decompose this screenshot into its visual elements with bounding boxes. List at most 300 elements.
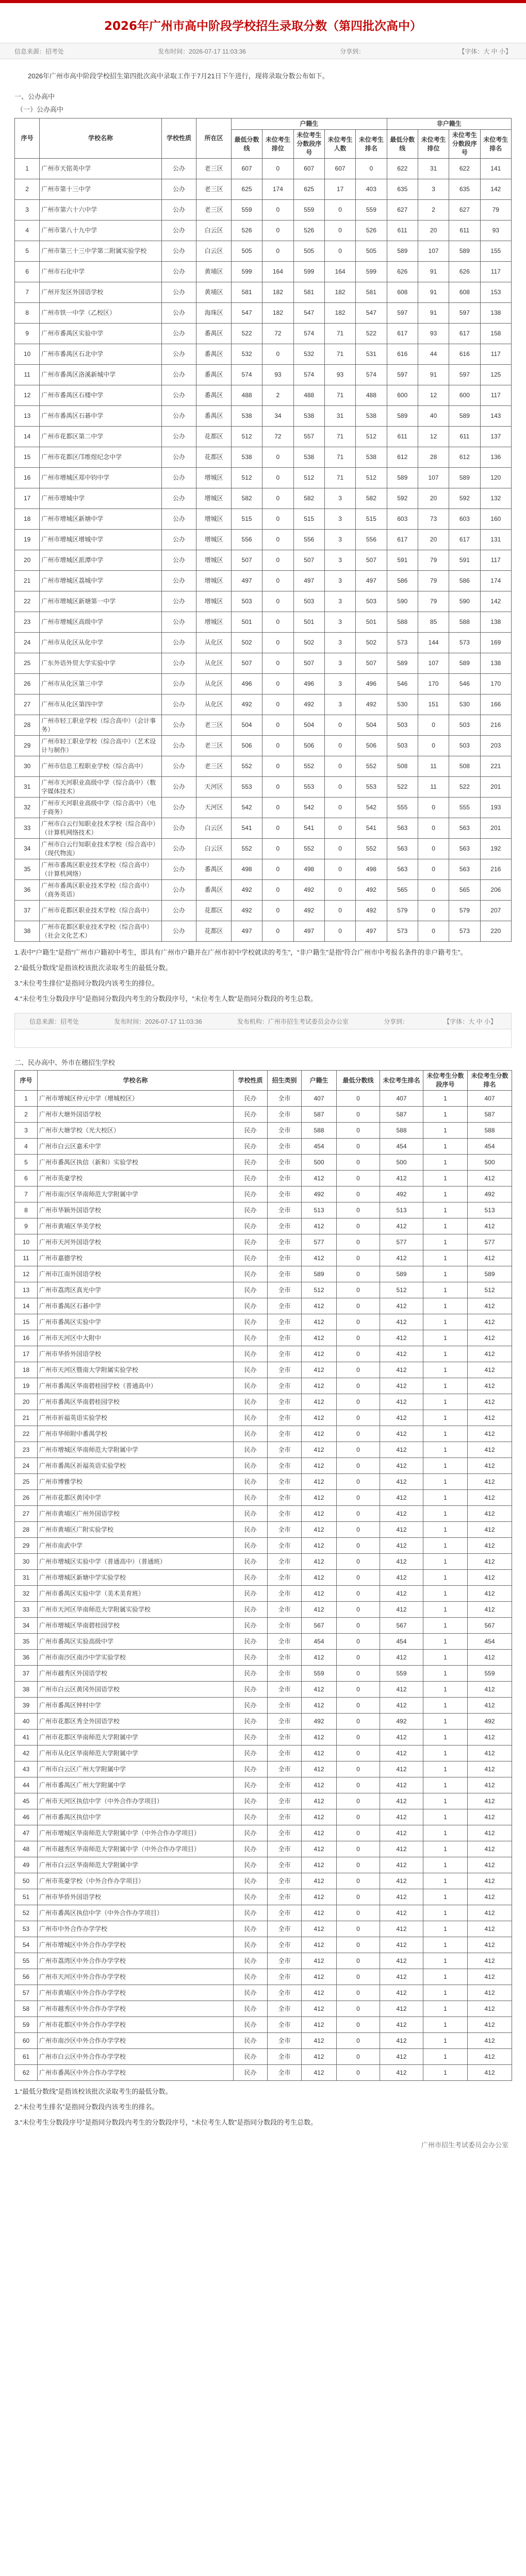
table-cell: 全市 [268, 1985, 302, 2001]
table-cell: 513 [380, 1202, 423, 1218]
table-cell: 广州市花都区第二中学 [40, 427, 162, 447]
table-cell: 全市 [268, 1330, 302, 1346]
table-cell: 0 [337, 2049, 380, 2065]
table-cell: 611 [449, 221, 480, 241]
table-cell: 93 [324, 365, 355, 385]
table-cell: 1 [423, 1777, 468, 1793]
table-cell: 广州市天河职业高级中学（综合高中）（数字媒体技术） [40, 777, 162, 798]
table-cell: 1 [423, 1250, 468, 1266]
table-cell: 412 [380, 1809, 423, 1825]
table-cell: 412 [468, 1474, 512, 1490]
table-cell: 412 [380, 1969, 423, 1985]
table-cell: 507 [231, 653, 262, 674]
table-cell: 全市 [268, 2065, 302, 2081]
table-cell: 412 [302, 1650, 337, 1666]
table-cell: 广州市白云区黄冈外国语学校 [38, 1682, 234, 1698]
table-cell: 412 [468, 1378, 512, 1394]
table-cell: 全市 [268, 2001, 302, 2017]
table-cell: 1 [423, 1171, 468, 1187]
table-cell: 0 [337, 1346, 380, 1362]
table-cell: 597 [387, 365, 418, 385]
table-cell: 512 [356, 427, 387, 447]
table-cell: 0 [337, 1905, 380, 1921]
table-cell: 611 [387, 221, 418, 241]
table-cell: 526 [231, 221, 262, 241]
table-cell: 0 [324, 715, 355, 736]
table-cell: 8 [15, 1202, 38, 1218]
table-cell: 0 [337, 1793, 380, 1809]
table-row [15, 880, 512, 901]
table-cell: 6 [15, 262, 40, 282]
table-cell: 0 [418, 736, 449, 756]
table-cell: 全市 [268, 1698, 302, 1714]
table-cell: 412 [302, 1889, 337, 1905]
table-cell: 117 [480, 344, 511, 365]
table-cell: 1 [423, 1234, 468, 1250]
table-cell: 民办 [234, 1346, 268, 1362]
table-row [15, 1171, 512, 1187]
table-cell: 500 [380, 1155, 423, 1171]
table-row [15, 1218, 512, 1234]
table-cell: 412 [380, 1314, 423, 1330]
table-cell: 广州市轻工职业学校（综合高中）（会计事务） [40, 715, 162, 736]
table-cell: 492 [356, 694, 387, 715]
table-cell: 617 [387, 324, 418, 344]
table-cell: 天河区 [196, 798, 232, 818]
table-cell: 93 [418, 324, 449, 344]
table-cell: 民办 [234, 1187, 268, 1202]
table-cell: 9 [15, 1218, 38, 1234]
table-cell: 公办 [161, 715, 196, 736]
table-cell: 412 [380, 1554, 423, 1570]
table-cell: 79 [480, 200, 511, 221]
table-cell: 0 [262, 798, 293, 818]
table-cell: 3 [324, 674, 355, 694]
table-cell: 13 [15, 406, 40, 427]
table-cell: 民办 [234, 1745, 268, 1761]
table-cell: 广州市增城区新塘中学 [40, 509, 162, 530]
table-cell: 589 [387, 241, 418, 262]
share-label[interactable]: 分享到： [340, 47, 365, 55]
table-cell: 增城区 [196, 571, 232, 591]
table-cell: 412 [380, 1602, 423, 1618]
table-cell: 412 [380, 1410, 423, 1426]
table-cell: 600 [449, 385, 480, 406]
table-cell: 573 [387, 633, 418, 653]
table-cell: 504 [231, 715, 262, 736]
table-cell: 552 [293, 839, 324, 859]
table-cell: 天河区 [196, 777, 232, 798]
table-cell: 民办 [234, 2017, 268, 2033]
table-cell: 142 [480, 179, 511, 200]
table-cell: 34 [15, 1618, 38, 1634]
col-header-district: 所在区 [196, 118, 232, 159]
table-cell: 从化区 [196, 633, 232, 653]
table-cell: 412 [468, 2001, 512, 2017]
table-cell: 412 [380, 1458, 423, 1474]
table-cell: 民办 [234, 1538, 268, 1554]
table-cell: 201 [480, 818, 511, 839]
table-cell: 广州市增城区仲元中学（增城校区） [38, 1091, 234, 1107]
table-cell: 广州市荔湾区中外合作办学学校 [38, 1953, 234, 1969]
table-cell: 0 [324, 921, 355, 942]
table-cell: 33 [15, 1602, 38, 1618]
table-cell: 412 [302, 1969, 337, 1985]
table-cell: 民办 [234, 1474, 268, 1490]
note-item: 1.表中“户籍生”是指“广州市户籍初中考生，即具有广州市户籍并在广州市初中学校就读的考生”，“非户籍生”是指“符合广州市中考报名条件的非户籍考生”。 [14, 948, 467, 956]
table-cell: 412 [302, 1857, 337, 1873]
table-cell: 136 [480, 447, 511, 468]
table-cell: 28 [418, 447, 449, 468]
table-cell: 617 [387, 530, 418, 550]
table-cell: 1 [423, 1378, 468, 1394]
table-cell: 412 [468, 1873, 512, 1889]
table-cell: 1 [423, 1682, 468, 1698]
table-cell: 412 [302, 1442, 337, 1458]
table-cell: 496 [293, 674, 324, 694]
table-cell: 1 [423, 1554, 468, 1570]
table-cell: 全市 [268, 2033, 302, 2049]
table-cell: 0 [337, 1634, 380, 1650]
repeat-share-label[interactable]: 分享到： [384, 1018, 409, 1025]
table-cell: 547 [293, 303, 324, 324]
table-cell: 412 [468, 1298, 512, 1314]
table-cell: 白云区 [196, 839, 232, 859]
table-cell: 547 [356, 303, 387, 324]
table-cell: 广州市番禺区实验中学（美术美育班） [38, 1586, 234, 1602]
table-cell: 公办 [161, 653, 196, 674]
table-cell: 412 [468, 1522, 512, 1538]
table-cell: 587 [380, 1107, 423, 1123]
table-row [15, 1234, 512, 1250]
table-cell: 广州市番禺区石楼中学 [40, 385, 162, 406]
table-cell: 民办 [234, 1282, 268, 1298]
table-cell: 增城区 [196, 550, 232, 571]
repeat-org-label: 发布机构：广州市招生考试委员会办公室 [237, 1018, 349, 1025]
table-cell: 412 [468, 1825, 512, 1841]
table-cell: 39 [15, 1698, 38, 1714]
table-cell: 黄埔区 [196, 262, 232, 282]
table-cell: 0 [324, 880, 355, 901]
table-cell: 老三区 [196, 159, 232, 179]
table-row [15, 921, 512, 942]
table-cell: 91 [418, 262, 449, 282]
note-item: 3.“未位考生排位”是指同分数段内该考生的排位。 [14, 979, 159, 987]
table-cell: 42 [15, 1745, 38, 1761]
table-cell: 全市 [268, 1474, 302, 1490]
table-cell: 505 [356, 241, 387, 262]
table-cell: 1 [423, 1889, 468, 1905]
table-cell: 0 [262, 344, 293, 365]
table-cell: 广州市黄埔区广州外国语学校 [38, 1506, 234, 1522]
table-cell: 全市 [268, 1682, 302, 1698]
table-cell: 412 [468, 1570, 512, 1586]
table-cell: 492 [356, 880, 387, 901]
table-cell: 454 [380, 1634, 423, 1650]
note-item: 1.“最低分数线”是指该校该批次录取考生的最低分数。 [14, 2088, 172, 2095]
table-row [15, 1378, 512, 1394]
table-cell: 0 [337, 1490, 380, 1506]
table-cell: 44 [15, 1777, 38, 1793]
table-cell: 608 [387, 282, 418, 303]
table-cell: 412 [468, 1745, 512, 1761]
table-cell: 花都区 [196, 447, 232, 468]
table-cell: 492 [293, 694, 324, 715]
table-cell: 547 [231, 303, 262, 324]
table-cell: 1 [423, 1745, 468, 1761]
table-cell: 91 [418, 365, 449, 385]
table-cell: 公办 [161, 859, 196, 880]
table-cell: 全市 [268, 1394, 302, 1410]
table-row [15, 1698, 512, 1714]
col-header-avg: 未位考生排位 [262, 130, 293, 159]
table-cell: 412 [302, 1586, 337, 1602]
table-cell: 579 [449, 901, 480, 921]
table-cell: 民办 [234, 2049, 268, 2065]
table-cell: 7 [15, 1187, 38, 1202]
table-cell: 117 [480, 262, 511, 282]
table-cell: 555 [387, 798, 418, 818]
table-cell: 22 [15, 1426, 38, 1442]
table-cell: 全市 [268, 1202, 302, 1218]
table-cell: 0 [337, 1825, 380, 1841]
table-cell: 492 [380, 1714, 423, 1730]
table-cell: 497 [231, 571, 262, 591]
table-cell: 27 [15, 694, 40, 715]
table-cell: 412 [468, 2017, 512, 2033]
table-cell: 412 [468, 1985, 512, 2001]
table-cell: 0 [337, 1314, 380, 1330]
table-cell: 151 [418, 694, 449, 715]
table-cell: 72 [262, 427, 293, 447]
table-cell: 506 [293, 736, 324, 756]
table-cell: 497 [356, 921, 387, 942]
table-cell: 500 [468, 1155, 512, 1171]
table-cell: 498 [356, 859, 387, 880]
table-cell: 1 [423, 1953, 468, 1969]
note-item: 2.“未位考生排名”是指同分数段内该考生的排名。 [14, 2103, 159, 2111]
table-cell: 170 [480, 674, 511, 694]
table-cell: 412 [302, 2065, 337, 2081]
table-cell: 1 [423, 1841, 468, 1857]
table-cell: 526 [293, 221, 324, 241]
table-cell: 599 [356, 262, 387, 282]
table-cell: 0 [337, 1187, 380, 1202]
col-header-cnt: 未位考生人数 [324, 130, 355, 159]
table-cell: 12 [418, 385, 449, 406]
table-cell: 番禺区 [196, 859, 232, 880]
table-cell: 174 [262, 179, 293, 200]
table-cell: 0 [337, 1394, 380, 1410]
table-cell: 全市 [268, 2049, 302, 2065]
table-cell: 412 [468, 1793, 512, 1809]
table-cell: 0 [262, 571, 293, 591]
table-cell: 412 [468, 1586, 512, 1602]
table-cell: 37 [15, 901, 40, 921]
table-cell: 597 [449, 365, 480, 385]
table-cell: 1 [15, 1091, 38, 1107]
table-cell: 30 [15, 756, 40, 777]
table-cell: 412 [302, 1777, 337, 1793]
table-cell: 民办 [234, 1490, 268, 1506]
table-cell: 412 [302, 1346, 337, 1362]
table-cell: 民办 [234, 1314, 268, 1330]
table-row [15, 653, 512, 674]
table-cell: 32 [15, 798, 40, 818]
table-cell: 3 [324, 591, 355, 612]
table-cell: 民办 [234, 1394, 268, 1410]
table-cell: 番禺区 [196, 344, 232, 365]
table-row [15, 303, 512, 324]
table-cell: 412 [302, 1362, 337, 1378]
table-row [15, 1586, 512, 1602]
table-cell: 412 [302, 1937, 337, 1953]
table-cell: 588 [468, 1123, 512, 1139]
table-cell: 507 [356, 653, 387, 674]
table-cell: 广州市天河外国语学校 [38, 1234, 234, 1250]
table-cell: 17 [15, 488, 40, 509]
table-cell: 591 [449, 550, 480, 571]
table-cell: 182 [262, 282, 293, 303]
table-cell: 广州市荔湾区真光中学 [38, 1282, 234, 1298]
repeat-font-size-control[interactable]: 【字体：大 中 小】 [443, 1018, 497, 1025]
table-cell: 公办 [161, 921, 196, 942]
table-cell: 民办 [234, 1426, 268, 1442]
table-cell: 454 [302, 1139, 337, 1155]
table-cell: 15 [15, 447, 40, 468]
table-cell: 586 [449, 571, 480, 591]
table-row [15, 447, 512, 468]
table-cell: 412 [302, 1171, 337, 1187]
table-cell: 全市 [268, 1218, 302, 1234]
font-size-control[interactable]: 【字体：大 中 小】 [458, 47, 512, 55]
table-cell: 全市 [268, 1666, 302, 1682]
table-cell: 586 [387, 571, 418, 591]
table-row [15, 2065, 512, 2081]
repeat-publish-date: 发布时间：2026-07-17 11:03:36 [114, 1018, 202, 1025]
table-cell: 612 [449, 447, 480, 468]
table-cell: 603 [387, 509, 418, 530]
table-cell: 0 [262, 756, 293, 777]
table-cell: 512 [356, 468, 387, 488]
table-cell: 0 [262, 736, 293, 756]
table-cell: 19 [15, 530, 40, 550]
table-cell: 0 [262, 633, 293, 653]
table-cell: 公办 [161, 798, 196, 818]
table-cell: 22 [15, 591, 40, 612]
table-cell: 0 [418, 798, 449, 818]
table-cell: 492 [293, 880, 324, 901]
table-cell: 589 [449, 406, 480, 427]
section-heading-public: 一、公办高中 [14, 93, 55, 100]
table-cell: 635 [387, 179, 418, 200]
table-cell: 0 [337, 1458, 380, 1474]
table-cell: 全市 [268, 1410, 302, 1426]
table-row [15, 859, 512, 880]
table-cell: 93 [480, 221, 511, 241]
table-cell: 412 [468, 1458, 512, 1474]
table-cell: 216 [480, 859, 511, 880]
table-cell: 广州市花都区中外合作办学学校 [38, 2017, 234, 2033]
table-cell: 广州市黄埔区广附实验学校 [38, 1522, 234, 1538]
table-cell: 0 [337, 1506, 380, 1522]
table-cell: 574 [293, 324, 324, 344]
table-cell: 0 [337, 1474, 380, 1490]
table-cell: 412 [302, 1506, 337, 1522]
table-cell: 0 [324, 200, 355, 221]
table-cell: 1 [423, 1107, 468, 1123]
table-cell: 502 [231, 633, 262, 653]
table-cell: 公办 [161, 756, 196, 777]
table-cell: 52 [15, 1905, 38, 1921]
table-row [15, 1202, 512, 1218]
table-row [15, 1618, 512, 1634]
table-cell: 73 [418, 509, 449, 530]
table-cell: 0 [324, 221, 355, 241]
table-cell: 0 [337, 1250, 380, 1266]
table-cell: 广州市天河区中大附中 [38, 1330, 234, 1346]
table-cell: 492 [380, 1187, 423, 1202]
table-cell: 412 [468, 1969, 512, 1985]
table-cell: 广州市轻工职业学校（综合高中）（艺术设计与制作） [40, 736, 162, 756]
table-cell: 412 [302, 1745, 337, 1761]
table-cell: 全市 [268, 1761, 302, 1777]
table-cell: 412 [468, 1730, 512, 1745]
table-cell: 民办 [234, 1139, 268, 1155]
table-cell: 增城区 [196, 509, 232, 530]
table-cell: 492 [231, 901, 262, 921]
article-meta-bar [0, 43, 526, 59]
table-cell: 公办 [161, 344, 196, 365]
table-cell: 57 [15, 1985, 38, 2001]
table-row [15, 200, 512, 221]
table-cell: 515 [293, 509, 324, 530]
repeat-source-label: 信息来源：招考处 [29, 1018, 79, 1025]
table-cell: 全市 [268, 1346, 302, 1362]
table-cell: 海珠区 [196, 303, 232, 324]
table-row [15, 1346, 512, 1362]
table-cell: 412 [380, 1394, 423, 1410]
table-row [15, 159, 512, 179]
table-cell: 577 [302, 1234, 337, 1250]
table-cell: 1 [423, 1394, 468, 1410]
table-cell: 公办 [161, 612, 196, 633]
table-cell: 民办 [234, 1107, 268, 1123]
table-cell: 广州市江南外国语学校 [38, 1266, 234, 1282]
table-cell: 0 [337, 1682, 380, 1698]
table-cell: 民办 [234, 1362, 268, 1378]
table-cell: 广州市华侨外国语学校 [38, 1889, 234, 1905]
table-cell: 603 [449, 509, 480, 530]
table-cell: 全市 [268, 1570, 302, 1586]
table-cell: 1 [423, 1730, 468, 1745]
table-cell: 71 [324, 468, 355, 488]
table-cell: 573 [449, 633, 480, 653]
table-cell: 508 [387, 756, 418, 777]
table-cell: 民办 [234, 1554, 268, 1570]
table-cell: 公办 [161, 159, 196, 179]
table-cell: 0 [324, 241, 355, 262]
table-cell: 0 [324, 901, 355, 921]
table-row [15, 1442, 512, 1458]
table-cell: 广州市番禺区执信中学 [38, 1809, 234, 1825]
table-cell: 35 [15, 1634, 38, 1650]
table-cell: 412 [380, 1953, 423, 1969]
table-cell: 从化区 [196, 674, 232, 694]
table-cell: 全市 [268, 1298, 302, 1314]
table-cell: 599 [293, 262, 324, 282]
repeat-meta-bar [15, 1013, 511, 1029]
